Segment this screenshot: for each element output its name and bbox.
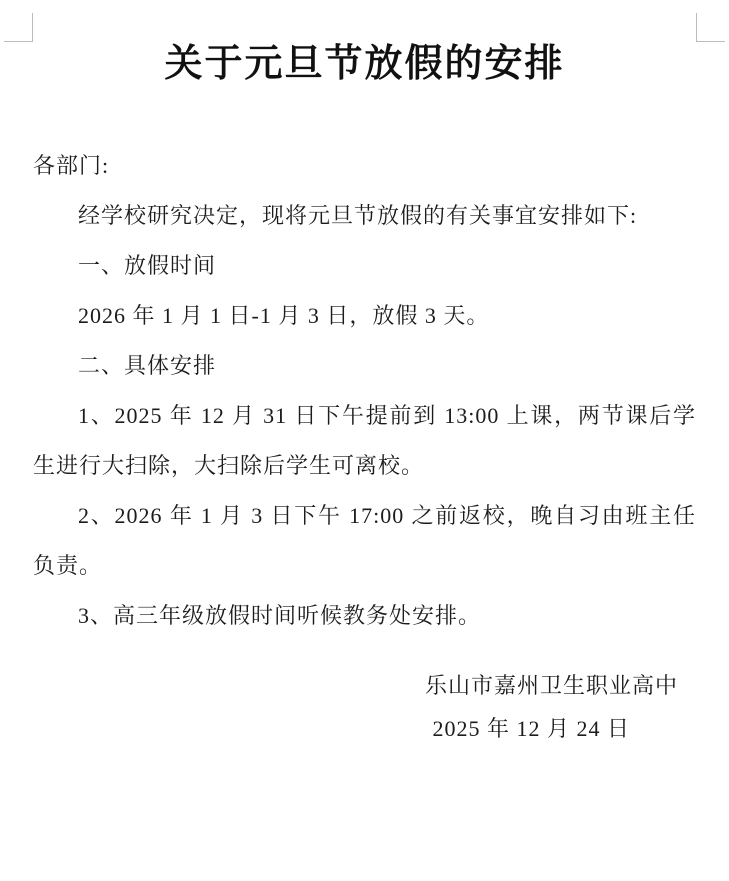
- salutation: 各部门:: [33, 153, 110, 178]
- document-body: [33, 141, 696, 641]
- margin-crop-mark-top-left: [4, 13, 33, 42]
- section2-heading: 二、具体安排: [78, 353, 217, 378]
- section2-item1: 1、2025 年 12 月 31 日下午提前到 13:00 上课，两节课后学生进行大扫除，大扫除后学生可离校。: [33, 403, 696, 478]
- document-title: 关于元旦节放假的安排: [164, 43, 565, 85]
- signature-block: [33, 664, 696, 750]
- signature-school-name: 乐山市嘉州卫生职业高中: [424, 673, 678, 698]
- signature-date: 2025 年 12 月 24 日: [432, 716, 630, 741]
- section1-body: 2026 年 1 月 1 日-1 月 3 日，放假 3 天。: [78, 303, 490, 328]
- section2-item2: 2、2026 年 1 月 3 日下午 17:00 之前返校，晚自习由班主任负责。: [33, 503, 696, 578]
- paragraph-intro: 经学校研究决定，现将元旦节放假的有关事宜安排如下:: [78, 203, 638, 228]
- section2-item3: 3、高三年级放假时间听候教务处安排。: [78, 603, 482, 628]
- margin-crop-mark-top-right: [696, 13, 725, 42]
- section1-heading: 一、放假时间: [78, 253, 217, 278]
